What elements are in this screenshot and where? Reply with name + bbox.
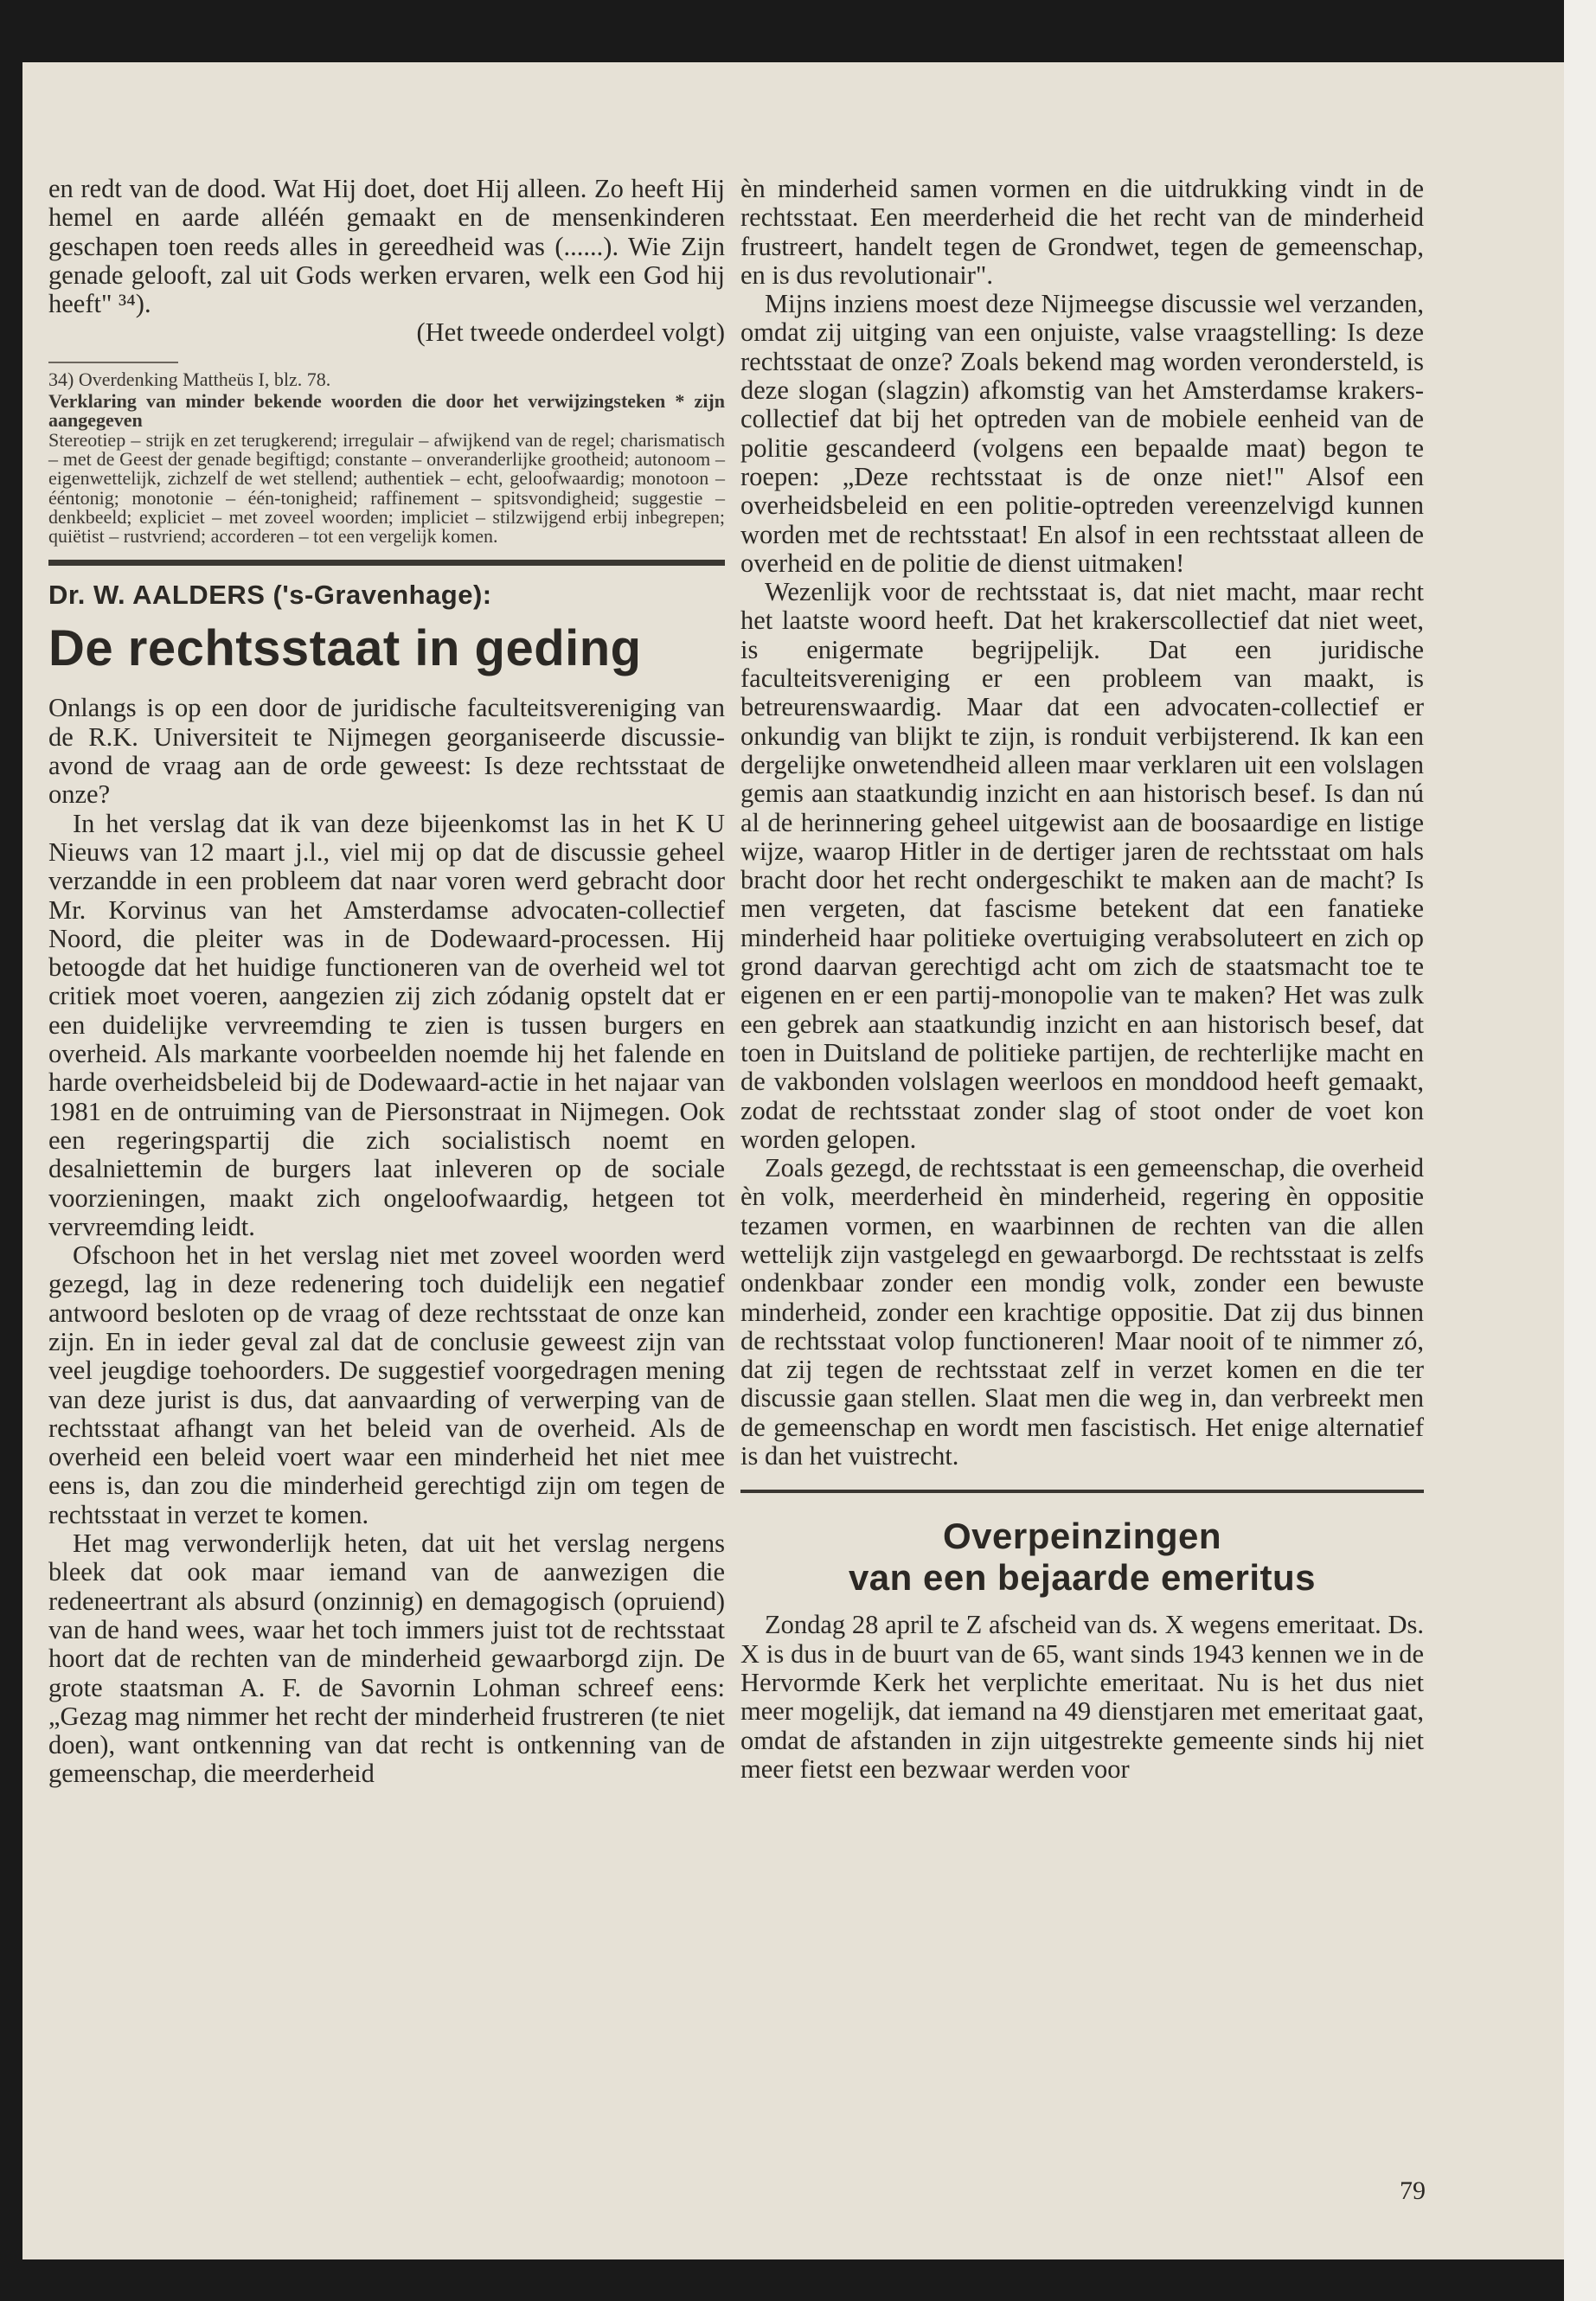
glossary-heading: Verklaring van minder bekende woorden die door het verwijzingsteken * zijn aangegeven [48, 390, 725, 432]
second-article-paragraph: Zondag 28 april te Z afscheid van ds. X wegens emeritaat. Ds. X is dus in de buurt van de 65, want sinds 1943 kennen we in de Hervormde Kerk het verplichte emeritaat. Nu is het dus niet meer mogelijk, dat iemand na 49 dienstjaren met emeritaat gaat, omdat de afstanden in zijn uitgestrekte gemeente sinds hij niet meer fietst een bezwaar werden voor [740, 1610, 1424, 1784]
article-paragraph: Mijns inziens moest deze Nijmeegse discussie wel verzanden, omdat zij uitging van een onjuiste, valse vraagstelling: Is deze rechtsstaat de onze? Zoals bekend mag worden verondersteld, is deze slogan (slagzin) afkomstig van het Amsterdamse krakers-collectief dat bij het optreden van de mobiele eenheid van de politie gescandeerd (volgens een bepaalde maat) begon te roepen: „Deze rechtsstaat is de onze niet!" Alsof een overheidsbeleid en een politie-optreden vereenzelvigd kunnen worden met de rechtsstaat! En alsof in een rechtsstaat alleen de overheid en de politie de dienst uitmaken! [740, 289, 1424, 578]
headline-line-2: van een bejaarde emeritus [848, 1557, 1317, 1599]
left-column [48, 175, 725, 1789]
article-paragraph: èn minderheid samen vormen en die uitdrukking vindt in de rechtsstaat. Een meerderheid die het recht van de minderheid frustreert, handelt tegen de Grondwet, tegen de gemeenschap, en is dus revolutionair". [740, 174, 1424, 290]
article-paragraph: Ofschoon het in het verslag niet met zoveel woorden werd gezegd, lag in deze redenering toch duidelijk een negatief antwoord besloten op de vraag of deze rechtsstaat de onze kan zijn. En in ieder geval zal dat de conclusie geweest zijn van veel jeugdige toehoorders. De suggestief voorgedragen mening van deze jurist is dus, dat aanvaarding of verwerping van de rechtsstaat afhangt van het beleid van de overheid. Als de overheid een beleid voert waar een minderheid het niet mee eens is, dan zou die minderheid gerechtigd zijn om tegen de rechtsstaat in verzet te komen. [48, 1240, 725, 1529]
article-headline: De rechtsstaat in geding [48, 620, 642, 677]
second-article-headline [740, 1516, 1424, 1599]
headline-line-1: Overpeinzingen [942, 1516, 1222, 1557]
glossary-block [48, 370, 725, 547]
article-paragraph: Het mag verwonderlijk heten, dat uit het verslag nergens bleek dat ook maar iemand van de aanwezigen die redeneertrant als absurd (onzinnig) en demagogisch (opruiend) van de hand wees, waar het toch immers juist tot de rechtsstaat hoort dat de rechten van de minderheid gewaarborgd zijn. De grote staatsman A. F. de Savornin Lohman schreef eens: „Gezag mag nimmer het recht der minderheid frustreren (te niet doen), want ontkenning van dat recht is ontkenning van de gemeenschap, die meerderheid [48, 1529, 725, 1789]
footnote-divider [48, 362, 178, 363]
intro-paragraph: en redt van de dood. Wat Hij doet, doet Hij alleen. Zo heeft Hij hemel en aarde alléén gemaakt en de mensenkinderen geschapen toen reeds alles in gereedheid was (......). Wie Zijn genade gelooft, zal uit Gods werken ervaren, welk een God hij heeft" ³⁴). [48, 174, 725, 319]
scan-edge [1564, 0, 1596, 2301]
article-paragraph: Wezenlijk voor de rechtsstaat is, dat niet macht, maar recht het laatste woord heeft. Dat het krakerscollectief dat niet weet, is enigermate begrijpelijk. Dat een juridische faculteitsvereniging er een probleem van maakt, is betreurenswaardig. Maar dat een advocaten-collectief er onkundig van blijkt te zijn, is ronduit verbijsterend. Ik kan een dergelijke onwetendheid alleen maar verklaren uit een volslagen gemis aan staatkundig inzicht en aan historisch besef. Is dan nú al de herinnering geheel uitgewist aan de boosaardige en listige wijze, waarop Hitler in de dertiger jaren de rechtsstaat om hals bracht door het recht ondergeschikt te maken aan de macht? Is men vergeten, dat fascisme betekent dat een fanatieke minderheid haar politieke overtuiging verabsoluteert en zich op grond daarvan gerechtigd acht om zich de staatsmacht toe te eigenen en er een partij-monopolie van te maken? Het was zulk een gebrek aan staatkundig inzicht en aan historisch besef, dat toen in Duitsland de politieke partijen, de rechterlijke macht en de vakbonden volslagen weerloos en monddood heeft gemaakt, zodat de rechtsstaat zonder slag of stoot onder de voet kon worden gelopen. [740, 577, 1424, 1154]
page-number: 79 [1400, 2176, 1426, 2205]
glossary-text: Stereotiep – strijk en zet terugkerend; irregulair – afwijkend van de regel; charismatisch – met de Geest der genade begiftigd; constante – onveranderlijke grootheid; autonoom – eigenwettelijk, zichzelf de wet stellend; authentiek – echt, geloofwaardig; monotoon – ééntonig; monotonie – één-tonigheid; raffinement – spitsvondigheid; suggestie – denkbeeld; expliciet – met zoveel woorden; impliciet – stilzwijgend erbij inbegrepen; quiëtist – rustvriend; accorderen – tot een vergelijk komen. [48, 428, 725, 548]
section-divider [48, 560, 725, 566]
article-paragraph: In het verslag dat ik van deze bijeenkomst las in het K U Nieuws van 12 maart j.l., viel mij op dat de discussie geheel verzandde in een probleem dat naar voren werd gebracht door Mr. Korvinus van het Amsterdamse advocaten-collectief Noord, die pleiter was in de Dodewaard-processen. Hij betoogde dat het huidige functioneren van de overheid wel tot critiek moet voeren, aangezien zij zich zódanig opstelt dat er een duidelijke vervreemding te zien is tussen burgers en overheid. Als markante voorbeelden noemde hij het falende en harde overheidsbeleid bij de Dodewaard-actie in het najaar van 1981 en de ontruiming van de Piersonstraat in Nijmegen. Ook een regeringspartij die zich socialistisch noemt en desalniettemin de burgers laat inleveren op de sociale voorzieningen, maakt zich ongeloofwaardig, hetgeen tot vervreemding leidt. [48, 808, 725, 1241]
magazine-page [22, 62, 1564, 2259]
footnote: 34) Overdenking Mattheüs I, blz. 78. [48, 368, 331, 390]
right-column [740, 175, 1424, 1784]
continued-note: (Het tweede onderdeel volgt) [416, 317, 725, 348]
article-paragraph: Onlangs is op een door de juridische faculteitsvereniging van de R.K. Universiteit te Nijmegen georganiseerde discussie-avond de vraag aan de orde geweest: Is deze rechtsstaat de onze? [48, 693, 725, 810]
author-byline: Dr. W. AALDERS ('s-Gravenhage): [48, 580, 492, 611]
article-paragraph: Zoals gezegd, de rechtsstaat is een gemeenschap, die overheid èn volk, meerderheid èn minderheid, regering èn oppositie tezamen vormen, en waarbinnen de rechten van die allen wettelijk zijn vastgelegd en gewaarborgd. De rechtsstaat is zelfs ondenkbaar zonder een mondig volk, zonder een bewuste minderheid, zonder een krachtige oppositie. Dat zij dus binnen de rechtsstaat volop functioneren! Maar nooit of te nimmer zó, dat zij tegen de rechtsstaat zelf in verzet komen en die ter discussie gaan stellen. Slaat men die weg in, dan verbreekt men de gemeenschap en wordt men fascistisch. Het enige alternatief is dan het vuistrecht. [740, 1153, 1424, 1471]
article-divider [740, 1490, 1424, 1493]
